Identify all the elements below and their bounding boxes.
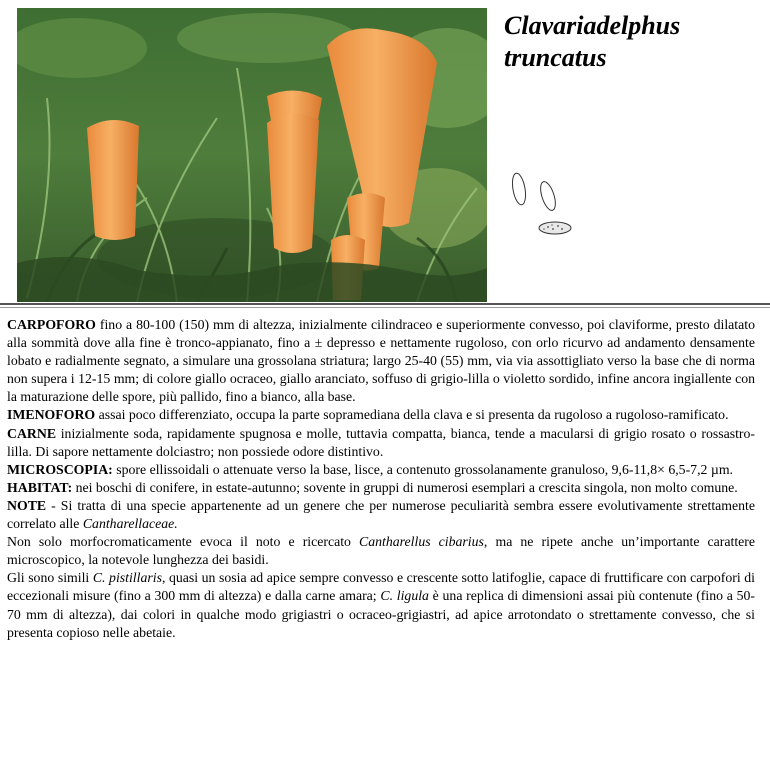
paragraph-cantharellus: Non solo morfocromaticamente evoca il noto e ricercato Cantharellus cibarius, ma ne ripete anche un’importante carattere microscopico, la notevole lunghezza dei basidi. <box>7 534 756 568</box>
label-note: NOTE <box>7 497 47 513</box>
label-carne: CARNE <box>7 425 57 441</box>
paragraph-similar-species: Gli sono simili C. pistillaris, quasi un sosia ad apice sempre convesso e crescente sotto latifoglie, capace di fruttificare con carpofori di eccezionali misure (fino a 300 mm di altezza) e dalla carne amara; C. ligula è una replica di dimensioni assai più contenute (fino a 50-70 mm di altezza), dai colori in qualche modo grigiastri o ocraceo-grigiastri, ad apice arrotondato o strettamente convesso, che si presenta copioso nelle abetaie. <box>7 570 755 640</box>
section-carpoforo: CARPOFORO fino a 80-100 (150) mm di altezza, inizialmente cilindraceo e superiormente convesso, poi claviforme, presto dilatato alla sommità dove alla fine è tronco-appianato, fino a ± depresso e nettamente rugoloso, con orlo ricurvo ad andamento densamente lobato e radialmente segnato, a simulare una grossolana striatura; largo 25-40 (55) mm, via via assottigliato verso la base che di norma non supera i 12-15 mm; di colore giallo ocraceo, giallo aranciato, soffuso di grigio-lilla o violetto sordido, infine ancora ingiallente con la maturazione delle spore, più pallido, fino a bianco, alla base. <box>7 317 755 405</box>
mushroom-left <box>87 120 139 240</box>
label-habitat: HABITAT: <box>7 479 73 495</box>
section-carne: CARNE inizialmente soda, rapidamente spugnosa e molle, tuttavia compatta, bianca, tende a macularsi di grigio rosato o rossastro-lilla. Di sapore nettamente dolciastro; non possiede odore distintivo. <box>7 425 755 459</box>
label-microscopia: MICROSCOPIA: <box>7 461 113 477</box>
divider-thick <box>0 303 770 305</box>
mushroom-photo <box>17 8 487 302</box>
species-title <box>504 10 680 74</box>
section-microscopia: MICROSCOPIA: spore ellissoidali o attenuate verso la base, lisce, a contenuto grossolanamente granuloso, 9,6-11,8× 6,5-7,2 µm. <box>7 461 733 477</box>
label-carpoforo: CARPOFORO <box>7 317 96 332</box>
section-habitat: HABITAT: nei boschi di conifere, in estate-autunno; sovente in gruppi di numerosi esemplari a crescita singola, non molto comune. <box>7 479 738 495</box>
description-text <box>7 316 755 642</box>
section-imenoforo: IMENOFORO assai poco differenziato, occupa la parte sopramediana della clava e si presenta da rugoloso a rugoloso-ramificato. <box>7 407 729 423</box>
section-note: NOTE - Si tratta di una specie appartenente ad un genere che per numerose peculiarità sembra essere evolutivamente strettamente correlato alle Cantharellaceae. <box>7 497 755 532</box>
divider-thin <box>0 307 770 308</box>
spore-drawing <box>508 168 580 242</box>
label-imenoforo: IMENOFORO <box>7 407 96 423</box>
title-genus: Clavariadelphus <box>504 11 681 40</box>
title-species: truncatus <box>504 43 607 72</box>
mushroom-mid <box>267 114 319 253</box>
